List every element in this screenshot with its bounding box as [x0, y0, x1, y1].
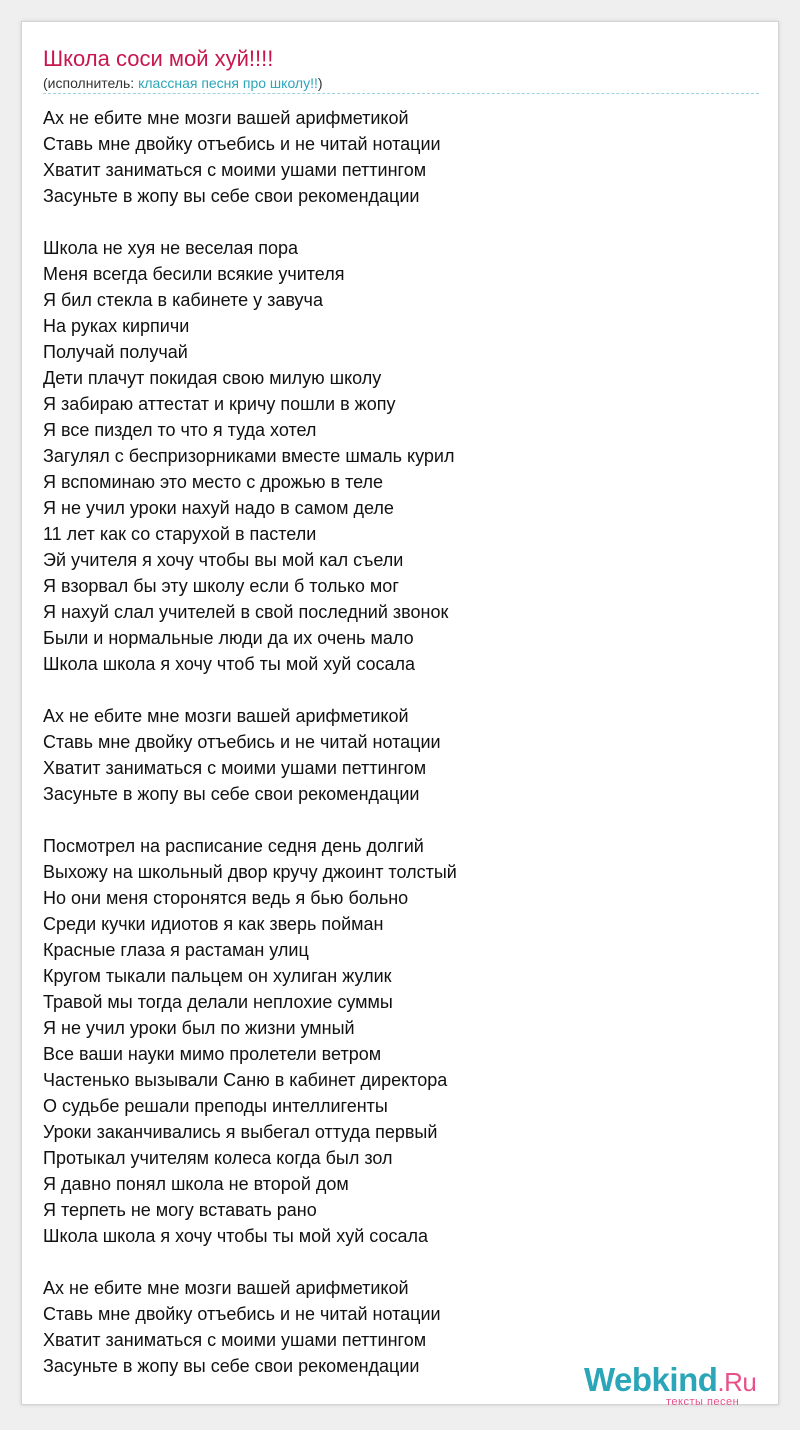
- lyric-line: Кругом тыкали пальцем он хулиган жулик: [43, 966, 392, 986]
- lyric-line: Засуньте в жопу вы себе свои рекомендации: [43, 186, 420, 206]
- lyric-line: Ах не ебите мне мозги вашей арифметикой: [43, 108, 409, 128]
- lyric-line: Дети плачут покидая свою милую школу: [43, 368, 382, 388]
- artist-prefix: (исполнитель:: [43, 75, 139, 91]
- lyric-line: Я давно понял школа не второй дом: [43, 1174, 349, 1194]
- artist-line: [43, 74, 323, 92]
- lyric-line: На руках кирпичи: [43, 316, 190, 336]
- lyric-line: Ставь мне двойку отъебись и не читай нотации: [43, 134, 441, 154]
- lyric-line: Засуньте в жопу вы себе свои рекомендации: [43, 784, 420, 804]
- webkind-logo: [584, 1362, 784, 1406]
- lyric-line: Загулял с беспризорниками вместе шмаль курил: [43, 446, 455, 466]
- lyric-line: Я не учил уроки нахуй надо в самом деле: [43, 498, 394, 518]
- lyric-line: Я взорвал бы эту школу если б только мог: [43, 576, 399, 596]
- lyric-line: Протыкал учителям колеса когда был зол: [43, 1148, 393, 1168]
- title-divider: [43, 93, 759, 94]
- stanza-gap: [43, 807, 759, 833]
- lyric-line: Школа не хуя не веселая пора: [43, 238, 298, 258]
- lyric-line: Ставь мне двойку отъебись и не читай нотации: [43, 732, 441, 752]
- lyric-line: Я вспоминаю это место с дрожью в теле: [43, 472, 384, 492]
- lyric-line: Я терпеть не могу вставать рано: [43, 1200, 317, 1220]
- lyric-line: Хватит заниматься с моими ушами петтингом: [43, 1330, 427, 1350]
- lyric-line: Получай получай: [43, 342, 188, 362]
- lyric-line: Среди кучки идиотов я как зверь пойман: [43, 914, 384, 934]
- lyric-line: Но они меня сторонятся ведь я бью больно: [43, 888, 409, 908]
- lyric-line: Я забираю аттестат и кричу пошли в жопу: [43, 394, 396, 414]
- lyric-line: Частенько вызывали Саню в кабинет директора: [43, 1070, 448, 1090]
- lyric-line: Ставь мне двойку отъебись и не читай нотации: [43, 1304, 441, 1324]
- lyric-line: Я бил стекла в кабинете у завуча: [43, 290, 323, 310]
- lyric-line: Эй учителя я хочу чтобы вы мой кал съели: [43, 550, 404, 570]
- lyric-line: Ах не ебите мне мозги вашей арифметикой: [43, 706, 409, 726]
- lyrics-card: [21, 21, 779, 1408]
- lyric-line: 11 лет как со старухой в пастели: [43, 524, 317, 544]
- stanza-gap: [43, 677, 759, 703]
- song-title: Школа соси мой хуй!!!!: [43, 46, 274, 71]
- lyric-line: Травой мы тогда делали неплохие суммы: [43, 992, 393, 1012]
- lyric-line: Все ваши науки мимо пролетели ветром: [43, 1044, 382, 1064]
- lyric-line: Уроки заканчивались я выбегал оттуда первый: [43, 1122, 438, 1142]
- logo-wordmark: [584, 1362, 756, 1400]
- lyric-line: Ах не ебите мне мозги вашей арифметикой: [43, 1278, 409, 1298]
- lyric-line: Выхожу на школьный двор кручу джоинт толстый: [43, 862, 457, 882]
- lyric-line: Школа школа я хочу чтоб ты мой хуй сосала: [43, 654, 416, 674]
- lyric-line: Посмотрел на расписание седня день долгий: [43, 836, 424, 856]
- logo-brand: Webkind: [584, 1361, 718, 1398]
- lyric-line: Засуньте в жопу вы себе свои рекомендации: [43, 1356, 420, 1376]
- lyric-line: Красные глаза я растаман улиц: [43, 940, 309, 960]
- stanza-gap: [43, 1249, 759, 1275]
- lyric-line: Были и нормальные люди да их очень мало: [43, 628, 414, 648]
- logo-tld: .Ru: [717, 1367, 757, 1397]
- artist-link[interactable]: классная песня про школу!!: [138, 75, 318, 91]
- lyric-line: Я нахуй слал учителей в свой последний звонок: [43, 602, 449, 622]
- lyrics-text: [43, 105, 759, 1379]
- lyric-line: О судьбе решали преподы интеллигенты: [43, 1096, 388, 1116]
- lyric-line: Я все пиздел то что я туда хотел: [43, 420, 317, 440]
- lyric-line: Меня всегда бесили всякие учителя: [43, 264, 345, 284]
- logo-tagline: тексты песен: [666, 1396, 740, 1408]
- lyric-line: Школа школа я хочу чтобы ты мой хуй сосала: [43, 1226, 428, 1246]
- lyric-line: Хватит заниматься с моими ушами петтингом: [43, 160, 427, 180]
- lyric-line: Я не учил уроки был по жизни умный: [43, 1018, 355, 1038]
- stanza-gap: [43, 209, 759, 235]
- artist-suffix: ): [317, 75, 323, 91]
- lyric-line: Хватит заниматься с моими ушами петтингом: [43, 758, 427, 778]
